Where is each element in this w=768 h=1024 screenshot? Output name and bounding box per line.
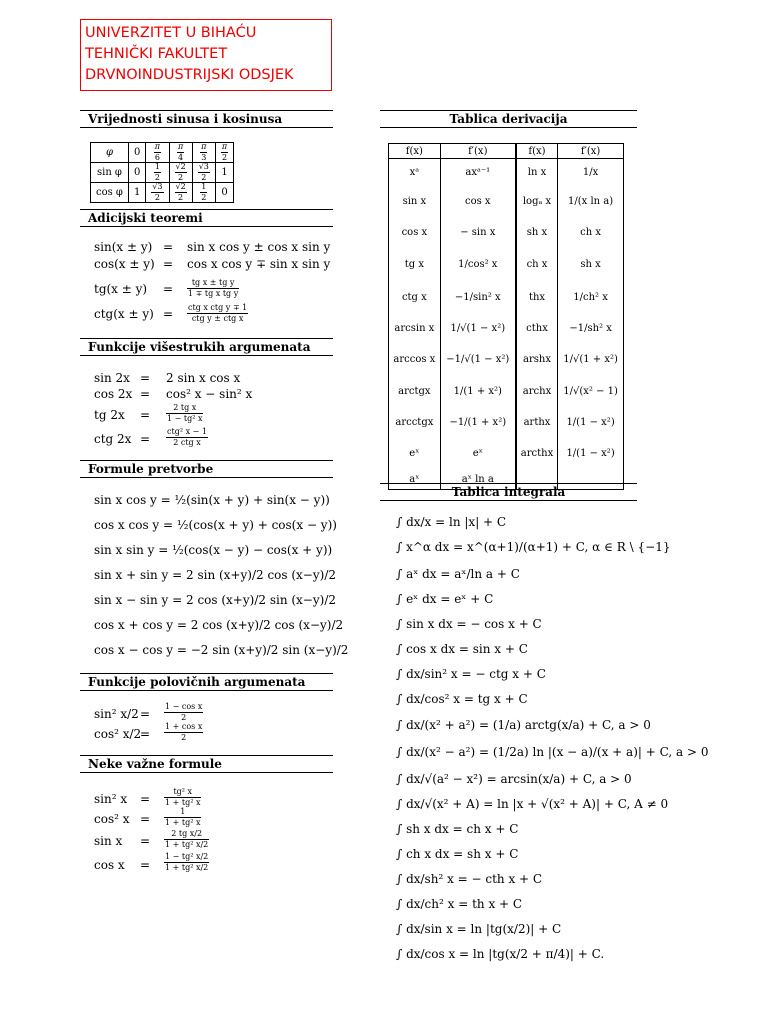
table-cell: arcctgx bbox=[389, 407, 441, 437]
derivatives-table bbox=[388, 143, 624, 490]
header-department: DRVNOINDUSTRIJSKI ODSJEK bbox=[85, 67, 294, 83]
integral-formula: ∫ cos x dx = sin x + C bbox=[396, 642, 528, 656]
table-cell: archx bbox=[516, 375, 558, 407]
table-cell: arcsin x bbox=[389, 313, 441, 343]
table-cell: tg x bbox=[389, 247, 441, 281]
table-row bbox=[91, 163, 234, 183]
formula-add-tg-left: tg(x ± y) bbox=[94, 282, 148, 296]
fraction-den: 1 − tg² x bbox=[167, 414, 203, 423]
table-cell: −1/(1 + x²) bbox=[440, 407, 516, 437]
table-cell: 1/(1 − x²) bbox=[558, 437, 624, 469]
formula-sin-half-left: sin² x/2 bbox=[94, 707, 139, 721]
formula-add-cos-right: cos x cos y ∓ sin x sin y bbox=[187, 257, 331, 271]
formula-tg2x-left: tg 2x bbox=[94, 408, 125, 422]
fraction-num: ctg x ctg y ∓ 1 bbox=[188, 303, 248, 312]
fraction-num: 1 bbox=[164, 808, 201, 818]
table-cell: sh x bbox=[516, 217, 558, 247]
table-cell: arthx bbox=[516, 407, 558, 437]
fraction-den: ctg y ± ctg x bbox=[191, 314, 244, 323]
table-cell: 1 bbox=[128, 183, 145, 203]
table-cell: eˣ bbox=[440, 437, 516, 469]
formula-pretvorba-2: cos x cos y = ½(cos(x + y) + cos(x − y)) bbox=[94, 518, 337, 532]
table-cell: $\frac{1}{2}$ bbox=[192, 183, 215, 203]
table-row bbox=[389, 437, 624, 469]
table-cell: arcthx bbox=[516, 437, 558, 469]
section-derivatives-table: Tablica derivacija bbox=[380, 110, 637, 128]
fraction-den: 1 + tg² x bbox=[165, 798, 201, 807]
fraction-den: 1 + tg² x/2 bbox=[165, 840, 209, 849]
formula-ctg2x-left: ctg 2x bbox=[94, 432, 132, 446]
table-cell: $\frac{\pi}{2}$ bbox=[215, 143, 233, 163]
table-cell: $\frac{1}{2}$ bbox=[146, 163, 169, 183]
formula-pretvorba-1: sin x cos y = ½(sin(x + y) + sin(x − y)) bbox=[94, 493, 330, 507]
derivatives-table-body bbox=[389, 144, 624, 490]
fraction-den: 2 bbox=[181, 733, 187, 742]
integral-formula: ∫ eˣ dx = eˣ + C bbox=[396, 592, 494, 606]
fraction-den: 2 ctg x bbox=[173, 438, 201, 447]
table-row bbox=[389, 247, 624, 281]
table-cell: 1/√(1 + x²) bbox=[558, 343, 624, 375]
col-header-fx: f(x) bbox=[516, 144, 558, 159]
table-cell: 1/(1 − x²) bbox=[558, 407, 624, 437]
integral-formula: ∫ dx/sin x = ln |tg(x/2)| + C bbox=[396, 922, 562, 936]
fraction-num: 2 tg x bbox=[166, 404, 203, 414]
table-cell: sh x bbox=[558, 247, 624, 281]
formula-add-ctg-right bbox=[187, 304, 248, 323]
section-addition-theorems: Adicijski teoremi bbox=[80, 209, 333, 227]
section-sin-cos-values: Vrijednosti sinusa i kosinusa bbox=[80, 110, 333, 128]
table-cell: aˣ ln a bbox=[440, 469, 516, 490]
formula-add-tg-right bbox=[187, 279, 239, 298]
fraction-den: 2 bbox=[181, 713, 187, 722]
table-cell: 1/√(1 − x²) bbox=[440, 313, 516, 343]
formula-add-cos-left: cos(x ± y) bbox=[94, 257, 155, 271]
fraction-num: 2 tg x/2 bbox=[164, 830, 209, 840]
integral-formula: ∫ dx/sin² x = − ctg x + C bbox=[396, 667, 546, 681]
integral-formula: ∫ dx/(x² + a²) = (1/a) arctg(x/a) + C, a > 0 bbox=[396, 718, 651, 732]
formula-eq: = bbox=[140, 408, 151, 422]
table-row bbox=[389, 343, 624, 375]
table-cell: −1/√(1 − x²) bbox=[440, 343, 516, 375]
table-cell: axᵃ⁻¹ bbox=[440, 159, 516, 186]
table-cell: 0 bbox=[215, 183, 233, 203]
table-cell: −1/sin² x bbox=[440, 281, 516, 313]
table-cell: ch x bbox=[516, 247, 558, 281]
formula-eq: = bbox=[140, 387, 151, 401]
table-cell: 0 bbox=[128, 163, 145, 183]
table-cell: $\frac{√3}{2}$ bbox=[146, 183, 169, 203]
col-header-fx: f(x) bbox=[389, 144, 441, 159]
integral-formula: ∫ ch x dx = sh x + C bbox=[396, 847, 519, 861]
table-cell: logₐ x bbox=[516, 185, 558, 217]
formula-cos2-left: cos² x bbox=[94, 812, 130, 826]
section-conversion-formulas: Formule pretvorbe bbox=[80, 460, 333, 478]
table-cell: $\frac{√2}{2}$ bbox=[169, 163, 192, 183]
col-header-dfx: f′(x) bbox=[440, 144, 516, 159]
fraction-num: 1 + cos x bbox=[165, 722, 203, 731]
table-cell: arctgx bbox=[389, 375, 441, 407]
integral-formula: ∫ dx/ch² x = th x + C bbox=[396, 897, 523, 911]
formula-sin-half-right bbox=[164, 703, 203, 722]
formula-eq: = bbox=[140, 727, 151, 741]
table-cell: $\frac{\pi}{3}$ bbox=[192, 143, 215, 163]
table-cell: 1/√(x² − 1) bbox=[558, 375, 624, 407]
table-cell: arccos x bbox=[389, 343, 441, 375]
table-row bbox=[389, 375, 624, 407]
integral-formula: ∫ dx/cos x = ln |tg(x/2 + π/4)| + C. bbox=[396, 947, 605, 961]
table-cell: − sin x bbox=[440, 217, 516, 247]
formula-pretvorba-7: cos x − cos y = −2 sin (x+y)/2 sin (x−y)/2 bbox=[94, 643, 349, 657]
table-cell: $\frac{√2}{2}$ bbox=[169, 183, 192, 203]
formula-cos2-right bbox=[164, 808, 201, 827]
formula-add-sin-right: sin x cos y ± cos x sin y bbox=[187, 240, 331, 254]
formula-sin2-right bbox=[164, 788, 201, 807]
table-cell: 1/(1 + x²) bbox=[440, 375, 516, 407]
table-cell: 1/x bbox=[558, 159, 624, 186]
table-cell: aˣ bbox=[389, 469, 441, 490]
table-cell: sin x bbox=[389, 185, 441, 217]
formula-pretvorba-5: sin x − sin y = 2 cos (x+y)/2 sin (x−y)/2 bbox=[94, 593, 336, 607]
section-integrals-table: Tablica integrala bbox=[380, 483, 637, 501]
fraction-den: 1 ∓ tg x tg y bbox=[188, 289, 239, 298]
table-cell: cos x bbox=[389, 217, 441, 247]
table-cell: ch x bbox=[558, 217, 624, 247]
table-row bbox=[389, 313, 624, 343]
table-cell: cthx bbox=[516, 313, 558, 343]
table-row bbox=[389, 185, 624, 217]
formula-eq: = bbox=[140, 371, 151, 385]
table-cell: 0 bbox=[128, 143, 145, 163]
formula-eq: = bbox=[140, 812, 151, 826]
table-cell: eˣ bbox=[389, 437, 441, 469]
table-cell: thx bbox=[516, 281, 558, 313]
header-university: UNIVERZITET U BIHAĆU bbox=[85, 25, 257, 41]
table-row bbox=[91, 183, 234, 203]
table-cell: cos φ bbox=[91, 183, 129, 203]
formula-tg2x-right bbox=[166, 404, 203, 423]
fraction-num: tg x ± tg y bbox=[187, 279, 239, 289]
integral-formula: ∫ dx/cos² x = tg x + C bbox=[396, 692, 528, 706]
integral-formula: ∫ aˣ dx = aˣ/ln a + C bbox=[396, 567, 520, 581]
table-cell: φ bbox=[91, 143, 129, 163]
formula-sin2-left: sin² x bbox=[94, 792, 128, 806]
integral-formula: ∫ x^α dx = x^(α+1)/(α+1) + C, α ∈ R \ {−1} bbox=[396, 540, 671, 554]
table-cell: $\frac{√3}{2}$ bbox=[192, 163, 215, 183]
col-header-dfx: f′(x) bbox=[558, 144, 624, 159]
sin-cos-values-table bbox=[90, 142, 234, 203]
table-cell: 1/ch² x bbox=[558, 281, 624, 313]
section-multiple-arguments: Funkcije višestrukih argumenata bbox=[80, 338, 333, 356]
table-cell: ln x bbox=[516, 159, 558, 186]
fraction-num: tg² x bbox=[164, 788, 201, 798]
table-cell: $\frac{\pi}{6}$ bbox=[146, 143, 169, 163]
formula-eq: = bbox=[140, 834, 151, 848]
table-header-row bbox=[389, 144, 624, 159]
formula-eq: = bbox=[163, 282, 174, 296]
section-important-formulas: Neke važne formule bbox=[80, 755, 333, 773]
fraction-num: 1 − cos x bbox=[165, 702, 203, 711]
formula-eq: = bbox=[140, 432, 151, 446]
integral-formula: ∫ sin x dx = − cos x + C bbox=[396, 617, 542, 631]
table-cell: 1 bbox=[215, 163, 233, 183]
formula-pretvorba-6: cos x + cos y = 2 cos (x+y)/2 cos (x−y)/2 bbox=[94, 618, 344, 632]
integral-formula: ∫ dx/sh² x = − cth x + C bbox=[396, 872, 543, 886]
formula-ctg2x-right bbox=[166, 428, 208, 447]
header-faculty: TEHNIČKI FAKULTET bbox=[85, 46, 228, 62]
formula-cosx-right bbox=[164, 853, 209, 872]
formula-add-ctg-left: ctg(x ± y) bbox=[94, 307, 154, 321]
table-cell: 1/cos² x bbox=[440, 247, 516, 281]
table-row bbox=[389, 217, 624, 247]
formula-cos-half-left: cos² x/2 bbox=[94, 727, 142, 741]
integral-formula: ∫ dx/(x² − a²) = (1/2a) ln |(x − a)/(x + a)| + C, a > 0 bbox=[396, 745, 709, 759]
fraction-den: 1 + tg² x bbox=[165, 818, 201, 827]
table-cell: xᵃ bbox=[389, 159, 441, 186]
formula-sin2x-right: 2 sin x cos x bbox=[166, 371, 241, 385]
fraction-den: 1 + tg² x/2 bbox=[165, 863, 209, 872]
formula-eq: = bbox=[163, 307, 174, 321]
formula-add-sin-left: sin(x ± y) bbox=[94, 240, 153, 254]
integral-formula: ∫ dx/√(a² − x²) = arcsin(x/a) + C, a > 0 bbox=[396, 772, 632, 786]
table-cell: 1/(x ln a) bbox=[558, 185, 624, 217]
integral-formula: ∫ sh x dx = ch x + C bbox=[396, 822, 519, 836]
integral-formula: ∫ dx/x = ln |x| + C bbox=[396, 515, 507, 529]
fraction-num: ctg² x − 1 bbox=[167, 427, 207, 436]
formula-cos-half-right bbox=[164, 723, 203, 742]
formula-eq: = bbox=[163, 257, 174, 271]
formula-sinx-left: sin x bbox=[94, 834, 123, 848]
integral-formula: ∫ dx/√(x² + A) = ln |x + √(x² + A)| + C, A ≠ 0 bbox=[396, 797, 669, 811]
table-cell: arshx bbox=[516, 343, 558, 375]
formula-cosx-left: cos x bbox=[94, 858, 125, 872]
table-row bbox=[91, 143, 234, 163]
university-header bbox=[80, 19, 332, 91]
table-cell: −1/sh² x bbox=[558, 313, 624, 343]
table-cell: sin φ bbox=[91, 163, 129, 183]
formula-sin2x-left: sin 2x bbox=[94, 371, 130, 385]
formula-eq: = bbox=[163, 240, 174, 254]
section-half-arguments: Funkcije polovičnih argumenata bbox=[80, 673, 333, 691]
formula-eq: = bbox=[140, 792, 151, 806]
formula-pretvorba-3: sin x sin y = ½(cos(x − y) − cos(x + y)) bbox=[94, 543, 333, 557]
formula-pretvorba-4: sin x + sin y = 2 sin (x+y)/2 cos (x−y)/2 bbox=[94, 568, 336, 582]
formula-cos2x-left: cos 2x bbox=[94, 387, 133, 401]
table-cell: $\frac{\pi}{4}$ bbox=[169, 143, 192, 163]
table-cell: cos x bbox=[440, 185, 516, 217]
fraction-num: 1 − tg² x/2 bbox=[165, 852, 209, 861]
table-cell: ctg x bbox=[389, 281, 441, 313]
table-row bbox=[389, 159, 624, 186]
formula-eq: = bbox=[140, 858, 151, 872]
table-row bbox=[389, 407, 624, 437]
formula-cos2x-right: cos² x − sin² x bbox=[166, 387, 253, 401]
table-row bbox=[389, 281, 624, 313]
formula-eq: = bbox=[140, 707, 151, 721]
formula-sinx-right bbox=[164, 830, 209, 849]
